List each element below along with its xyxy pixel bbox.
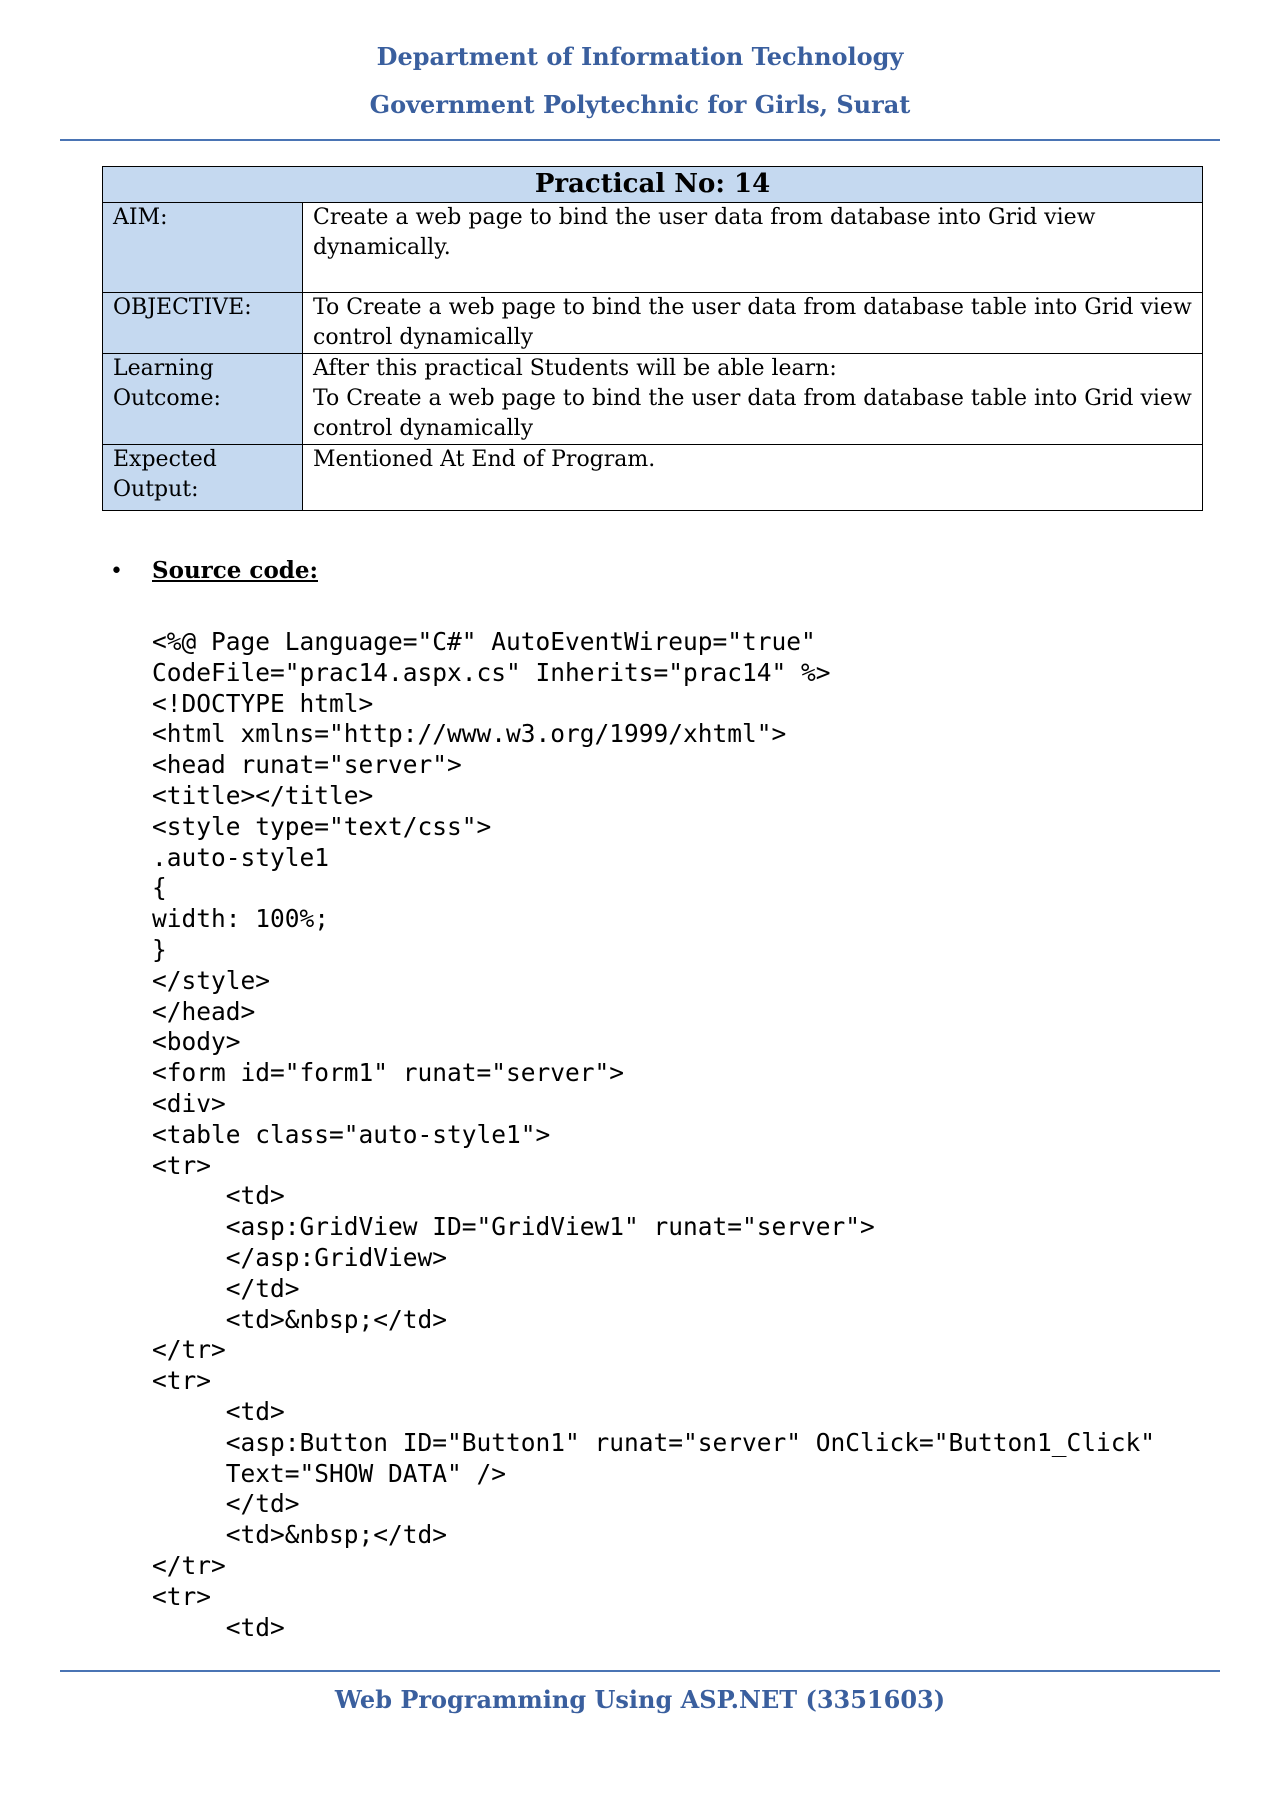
code-line: <tr> [152,1581,212,1611]
expected-output-label-line: Output: [113,477,199,502]
code-line: <style type="text/css"> [152,811,492,841]
code-line: <td>&nbsp;</td> [152,1304,448,1334]
practical-info-table [102,166,1203,511]
practical-title-row [103,167,1203,203]
aim-line: Create a web page to bind the user data from database into Grid view [313,205,1096,230]
source-code-heading: Source code: [152,557,318,584]
code-line: </td> [152,1273,300,1303]
learning-outcome-line: control dynamically [313,416,533,441]
aim-line: dynamically. [313,235,451,260]
learning-outcome-line: After this practical Students will be able learn: [313,356,837,381]
code-line: } [152,934,167,964]
footer-divider [60,1670,1220,1672]
code-line: <head runat="server"> [152,750,462,780]
code-line: </tr> [152,1550,226,1580]
learning-outcome-label [103,354,303,445]
code-line: { [152,873,167,903]
institute-heading: Government Polytechnic for Girls, Surat [369,90,911,119]
code-line: .auto-style1 [152,842,330,872]
source-code-section [110,557,318,584]
code-line: <asp:Button ID="Button1" runat="server" OnClick="Button1_Click" [152,1427,1156,1457]
footer-course-title: Web Programming Using ASP.NET (3351603) [334,1685,946,1714]
code-line: <title></title> [152,780,374,810]
department-heading: Department of Information Technology [376,42,904,71]
code-line: CodeFile="prac14.aspx.cs" Inherits="prac14" %> [152,657,831,687]
code-line: <form id="form1" runat="server"> [152,1058,625,1088]
code-line: <tr> [152,1366,212,1396]
code-line: <!DOCTYPE html> [152,688,374,718]
code-line: </style> [152,965,271,995]
practical-title: Practical No: 14 [103,167,1203,203]
learning-outcome-row [103,354,1203,445]
objective-line: To Create a web page to bind the user data from database table into Grid view [313,295,1192,320]
header-divider [60,139,1220,141]
expected-output-row [103,445,1203,511]
code-line: <td> [152,1181,285,1211]
learning-outcome-line: To Create a web page to bind the user data from database table into Grid view [313,386,1192,411]
learning-outcome-label-line: Learning [113,356,214,381]
code-line: </td> [152,1489,300,1519]
code-line: width: 100%; [152,904,330,934]
aim-row [103,203,1203,293]
code-line: <td> [152,1612,285,1642]
expected-output-label [103,445,303,511]
code-line: Text="SHOW DATA" /> [152,1458,507,1488]
code-line: </tr> [152,1335,226,1365]
learning-outcome-value [303,354,1203,445]
aim-value [303,203,1203,293]
expected-output-line: Mentioned At End of Program. [313,447,656,472]
source-code-block [152,627,1155,1643]
code-line: <table class="auto-style1"> [152,1119,551,1149]
code-line: </head> [152,996,256,1026]
learning-outcome-label-line: Outcome: [113,386,221,411]
code-line: <td> [152,1396,285,1426]
bullet-icon: • [110,559,123,584]
code-line: <html xmlns="http://www.w3.org/1999/xhtml"> [152,719,787,749]
code-line: <asp:GridView ID="GridView1" runat="server"> [152,1212,875,1242]
expected-output-value [303,445,1203,511]
aim-label: AIM: [103,203,303,293]
objective-row [103,293,1203,354]
code-line: </asp:GridView> [152,1242,448,1272]
code-line: <div> [152,1088,226,1118]
code-line: <%@ Page Language="C#" AutoEventWireup="true" [152,627,816,656]
code-line: <tr> [152,1150,212,1180]
objective-line: control dynamically [313,325,533,350]
objective-value [303,293,1203,354]
code-line: <td>&nbsp;</td> [152,1520,448,1550]
code-line: <body> [152,1027,241,1057]
expected-output-label-line: Expected [113,447,217,472]
objective-label: OBJECTIVE: [103,293,303,354]
